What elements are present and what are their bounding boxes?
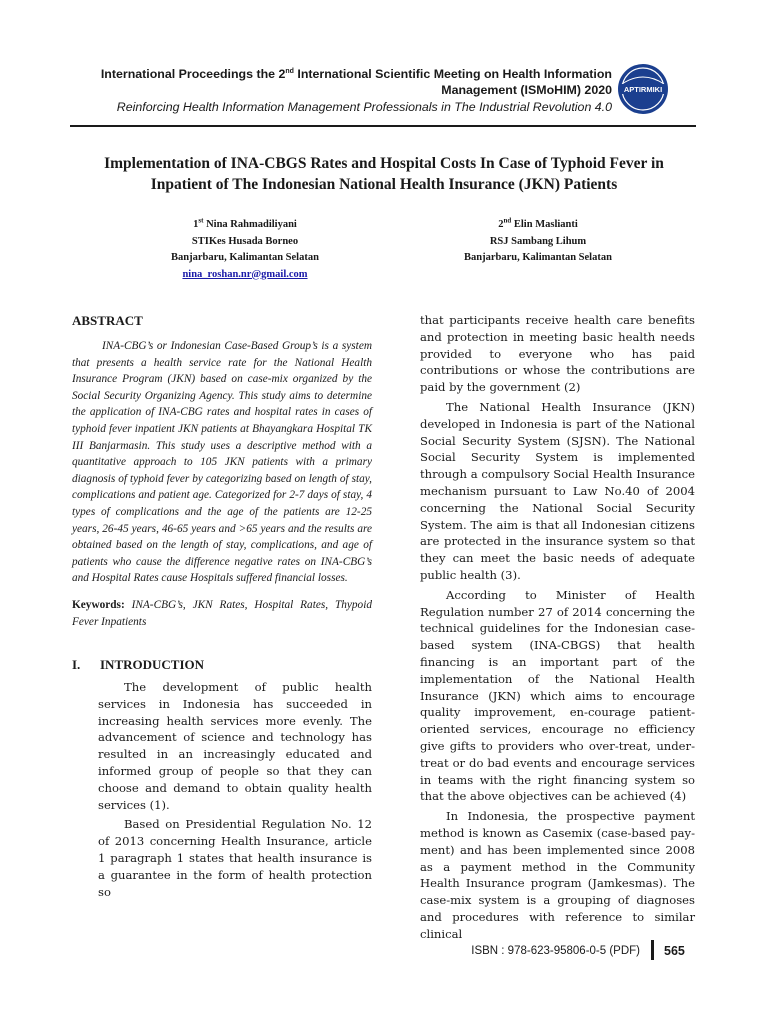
- isbn: ISBN : 978-623-95806-0-5 (PDF): [471, 945, 640, 957]
- author-1: [95, 217, 395, 283]
- intro-paragraph-2: Based on Presidential Regulation No. 12 of 2013 concerning Health Insurance, article 1 paragraph 1 states that health insurance is a guarantee in the form of health protection so: [98, 817, 372, 899]
- right-column: [420, 312, 695, 945]
- keywords-list: INA-CBG’s, JKN Rates, Hospital Rates, Thypoid Fever Inpatients: [72, 598, 372, 628]
- right-paragraph-3: According to Minister of Health Regulation number 27 of 2014 concerning the technical guidelines for the Indonesian case-based system (INA-CBGS) that health financing is an important part of the implementation of the National Health Insurance (JKN) which aims to encourage quality improvement, en-courage patient-oriented services, encourage no efficiency give gifts to providers who over-treat, under-treat or do bad events and encourage services in teams with the right financing system so that the above objectives can be achieved (4): [420, 587, 695, 804]
- author-2: [388, 217, 688, 267]
- author-1-location: Banjarbaru, Kalimantan Selatan: [171, 252, 319, 263]
- left-column: [72, 312, 372, 903]
- right-paragraph-4: In Indonesia, the prospective payment method is known as Casemix (case-based pay-ment) and has been implemented since 2008 as a payment method in the Community Health Insurance program (Jamkesmas). The case-mix system is a grouping of diagnoses and procedures with reference to similar clinical: [420, 809, 695, 941]
- proceedings-title-line1: International Proceedings the 2nd International Scientific Meeting on Health Information: [100, 67, 612, 81]
- header-divider: [70, 125, 696, 127]
- logo-text: APTIRMIKI: [623, 85, 663, 94]
- right-paragraph-2: The National Health Insurance (JKN) developed in Indonesia is part of the National Social Security System (SJSN). The National Social Security System is implemented through a compulsory Social Health Insurance mechanism pursuant to Law No.40 of 2004 concerning the National Social Security System. The aim is that all Indonesian citizens are protected in the insurance system so that they can meet the basic needs of adequate public health (3).: [420, 399, 695, 582]
- proceedings-title-line2: Management (ISMoHIM) 2020: [441, 83, 612, 97]
- author-2-location: Banjarbaru, Kalimantan Selatan: [464, 252, 612, 263]
- author-1-affiliation: STIKes Husada Borneo: [191, 235, 299, 247]
- aptirmiki-logo: [616, 62, 670, 116]
- author-1-email[interactable]: nina_roshan.nr@gmail.com: [182, 268, 308, 280]
- keywords-label: Keywords:: [72, 598, 125, 611]
- proceedings-subtitle: Reinforcing Health Information Management Professionals in The Industrial Revolution 4.0: [116, 100, 612, 114]
- footer-divider: [651, 940, 654, 960]
- paper-title: Implementation of INA-CBGS Rates and Hospital Costs In Case of Typhoid Fever in Inpatient of The Indonesian National Health Insurance (JKN) Patients: [104, 155, 664, 193]
- page-number: 565: [664, 944, 685, 958]
- intro-paragraph-1: The development of public health services in Indonesia has succeeded in increasing health services more evenly. The advancement of science and technology has resulted in an increasingly educated and informed group of people so that they can choose and demand to obtain quality health services (1).: [98, 680, 372, 812]
- introduction-heading: I. INTRODUCTION: [72, 657, 205, 673]
- author-1-name: 1st Nina Rahmadiliyani: [193, 216, 297, 230]
- keywords: [72, 597, 372, 630]
- abstract-heading: ABSTRACT: [72, 313, 143, 328]
- author-2-affiliation: RSJ Sambang Lihum: [489, 235, 587, 247]
- right-paragraph-1: that participants receive health care benefits and protection in meeting basic health needs provided to everyone who has paid contributions or whose the contributions are paid by the government (2): [420, 313, 695, 395]
- abstract-text: INA-CBG’s or Indonesian Case-Based Group’s is a system that presents a health service rate for the National Health Insurance Program (JKN) based on case-mix organized by the Social Security Organizing Agency. This study aims to determine the application of INA-CBG rates and hospital rates in cases of typhoid fever inpatient JKN patients at Bhayangkara Hospital TK III Banjarmasin. This study uses a descriptive method with a quantitative approach to 105 JKN patients with a primary diagnosis of typhoid fever by categorizing based on length of stay, complications and patient age. Categorized for 2-7 days of stay, 4 types of complications and the age of the patients are 12-25 years, 26-45 years, 46-65 years and >65 years and the results are obtained based on the length of stay, complications, and age of patients who cause the difference negative rates on INA-CBG’s and Hospital Rates cause Hospitals suffered financial losses.: [72, 340, 372, 585]
- author-2-name: 2nd Elin Maslianti: [498, 216, 578, 230]
